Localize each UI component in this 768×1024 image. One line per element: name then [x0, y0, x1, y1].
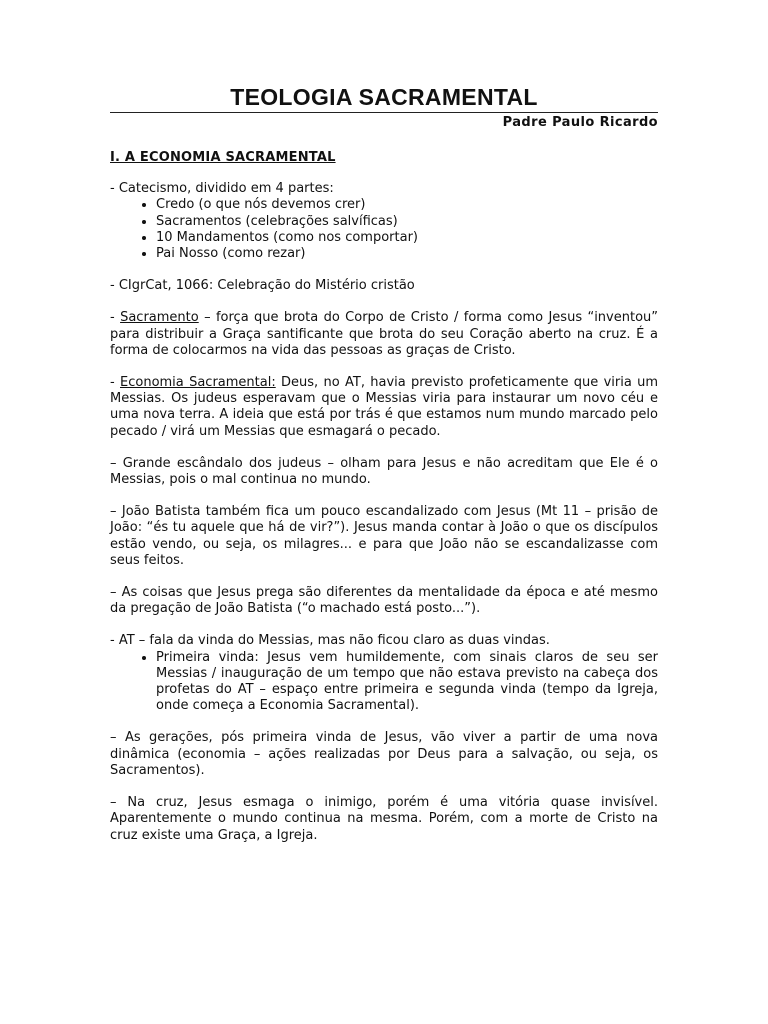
- term-economia-sacramental: Economia Sacramental:: [120, 375, 276, 391]
- list-item: • Sacramentos (celebrações salvíficas): [156, 214, 658, 230]
- list-item: • 10 Mandamentos (como nos comportar): [156, 230, 658, 246]
- paragraph-sacramento: [110, 310, 658, 359]
- paragraph-economia: [110, 375, 658, 440]
- section-heading: I. A ECONOMIA SACRAMENTAL: [110, 150, 336, 165]
- paragraph-escandalo: – Grande escândalo dos judeus – olham para Jesus e não acreditam que Ele é o Messias, pois o mal continua no mundo.: [110, 455, 658, 488]
- document-body: [110, 150, 658, 860]
- paragraph-geracoes: – As gerações, pós primeira vinda de Jesus, vão viver a partir de uma nova dinâmica (economia – ações realizadas por Deus para a salvação, ou seja, os Sacramentos).: [110, 730, 658, 778]
- paragraph-text: Deus, no AT, havia previsto profeticamente que viria um Messias. Os judeus esperavam que o Messias viria para instaurar um novo céu e uma nova terra. A ideia que está por trás é que estamos num mundo marcado pelo pecado / virá um Messias que esmagará o pecado.: [110, 375, 659, 439]
- paragraph-joao-batista: – João Batista também fica um pouco escandalizado com Jesus (Mt 11 – prisão de João: “és tu aquele que há de vir?”). Jesus manda contar à João o que os discípulos estão vendo, ou seja, os milagres... e para que João não se escandalizasse com seus feitos.: [110, 504, 658, 568]
- document-title: TEOLOGIA SACRAMENTAL: [230, 84, 538, 110]
- paragraph-at-intro: - AT – fala da vinda do Messias, mas não ficou claro as duas vindas.: [110, 633, 550, 649]
- paragraph-cigrcat: - CIgrCat, 1066: Celebração do Mistério cristão: [110, 278, 415, 294]
- paragraph-coisas: – As coisas que Jesus prega são diferentes da mentalidade da época e até mesmo da pregação de João Batista (“o machado está posto...”).: [110, 585, 658, 617]
- paragraph-prefix: -: [110, 310, 121, 326]
- paragraph-prefix: -: [110, 375, 121, 391]
- catecismo-intro: - Catecismo, dividido em 4 partes:: [110, 181, 334, 197]
- title-divider: [110, 112, 658, 113]
- document-author: Padre Paulo Ricardo: [502, 115, 658, 130]
- paragraph-cruz: – Na cruz, Jesus esmaga o inimigo, porém é uma vitória quase invisível. Aparentemente o mundo continua na mesma. Porém, com a morte de Cristo na cruz existe uma Graça, a Igreja.: [110, 795, 658, 843]
- catecismo-list: [110, 197, 658, 262]
- term-sacramento: Sacramento: [120, 310, 199, 326]
- list-item: • Primeira vinda: Jesus vem humildemente, com sinais claros de seu ser Messias / inauguração de um tempo que não estava previsto na cabeça dos profetas do AT – espaço entre primeira e segunda vinda (tempo da Igreja, onde começa a Economia Sacramental).: [156, 650, 658, 715]
- at-list: [110, 650, 658, 715]
- paragraph-text: – força que brota do Corpo de Cristo / forma como Jesus “inventou” para distribuir a Graça santificante que brota do seu Coração aberto na cruz. É a forma de colocarmos na vida das pessoas as graças de Cristo.: [110, 310, 659, 358]
- list-item: • Credo (o que nós devemos crer): [156, 197, 658, 213]
- list-item: • Pai Nosso (como rezar): [156, 246, 658, 262]
